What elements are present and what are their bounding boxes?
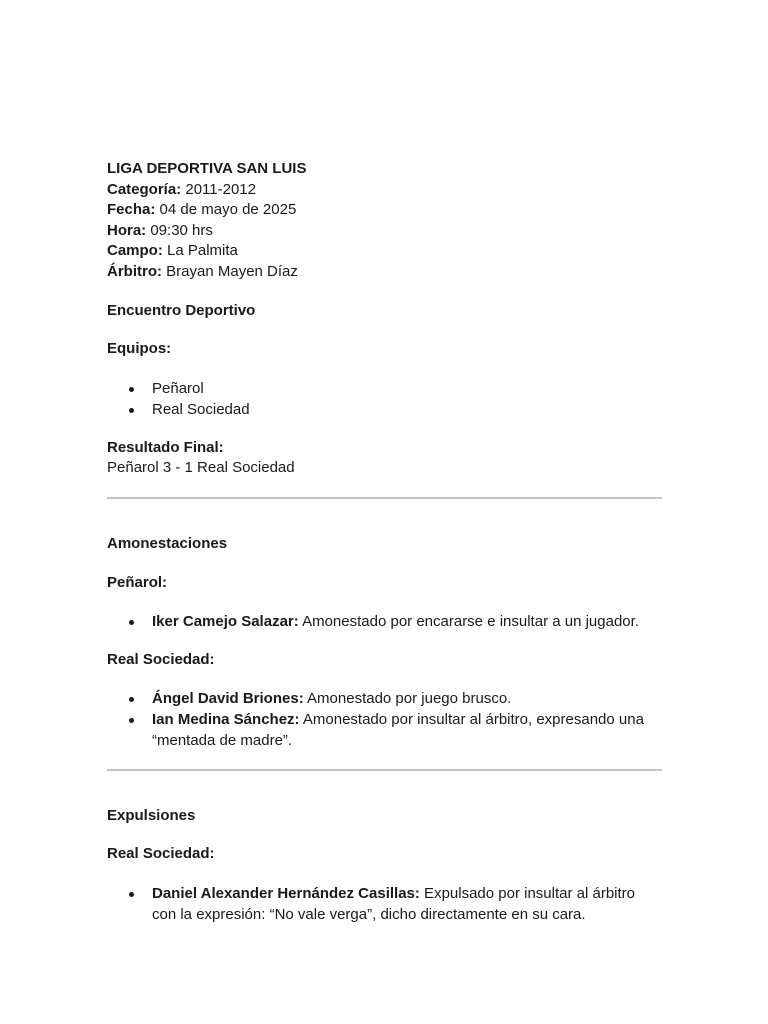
amonestaciones-heading: Amonestaciones bbox=[107, 534, 228, 552]
expulsiones-heading: Expulsiones bbox=[107, 806, 196, 824]
expulsiones-real-list bbox=[107, 883, 662, 925]
campo-line bbox=[107, 241, 662, 262]
categoria-label: Categoría: bbox=[107, 180, 182, 198]
hora-line bbox=[107, 221, 662, 242]
equipos-heading: Equipos: bbox=[107, 340, 172, 358]
hora-label: Hora: bbox=[107, 221, 147, 239]
list-item bbox=[107, 611, 662, 632]
expulsiones-real-heading: Real Sociedad: bbox=[107, 845, 215, 863]
arbitro-label: Árbitro: bbox=[107, 262, 162, 280]
resultado-heading: Resultado Final: bbox=[107, 438, 224, 456]
player-name: Daniel Alexander Hernández Casillas: bbox=[152, 884, 420, 902]
amonestaciones-real-heading: Real Sociedad: bbox=[107, 651, 215, 669]
arbitro-value: Brayan Mayen Díaz bbox=[162, 262, 298, 280]
league-title: LIGA DEPORTIVA SAN LUIS bbox=[107, 160, 307, 177]
fecha-value: 04 de mayo de 2025 bbox=[155, 201, 297, 219]
encuentro-heading: Encuentro Deportivo bbox=[107, 301, 256, 319]
player-name: Ángel David Briones: bbox=[152, 689, 304, 707]
document-page bbox=[107, 159, 662, 925]
sanction-text: Amonestado por insultar al árbitro, expresando una “mentada de madre”. bbox=[152, 710, 644, 749]
equipos-list bbox=[107, 378, 662, 420]
campo-label: Campo: bbox=[107, 242, 163, 260]
resultado-value: Peñarol 3 - 1 Real Sociedad bbox=[107, 459, 295, 477]
fecha-line bbox=[107, 200, 662, 221]
player-name: Iker Camejo Salazar: bbox=[152, 613, 299, 631]
amonestaciones-real-list bbox=[107, 688, 662, 751]
sanction-text: Expulsado por insultar al árbitro con la expresión: “No vale verga”, dicho directamente en su cara. bbox=[152, 884, 636, 923]
list-item: Peñarol bbox=[107, 378, 662, 399]
list-item: Real Sociedad bbox=[107, 399, 662, 420]
list-item bbox=[107, 883, 662, 925]
categoria-value: 2011-2012 bbox=[181, 180, 256, 198]
campo-value: La Palmita bbox=[162, 242, 238, 260]
list-item bbox=[107, 709, 662, 751]
hora-value: 09:30 hrs bbox=[146, 221, 213, 239]
list-item bbox=[107, 688, 662, 709]
sanction-text: Amonestado por juego brusco. bbox=[303, 689, 512, 707]
categoria-line bbox=[107, 180, 662, 201]
amonestaciones-penarol-list bbox=[107, 611, 662, 632]
arbitro-line bbox=[107, 262, 662, 283]
amonestaciones-penarol-heading: Peñarol: bbox=[107, 573, 168, 591]
fecha-label: Fecha: bbox=[107, 201, 156, 219]
player-name: Ian Medina Sánchez: bbox=[152, 710, 300, 728]
sanction-text: Amonestado por encararse e insultar a un jugador. bbox=[298, 613, 639, 631]
